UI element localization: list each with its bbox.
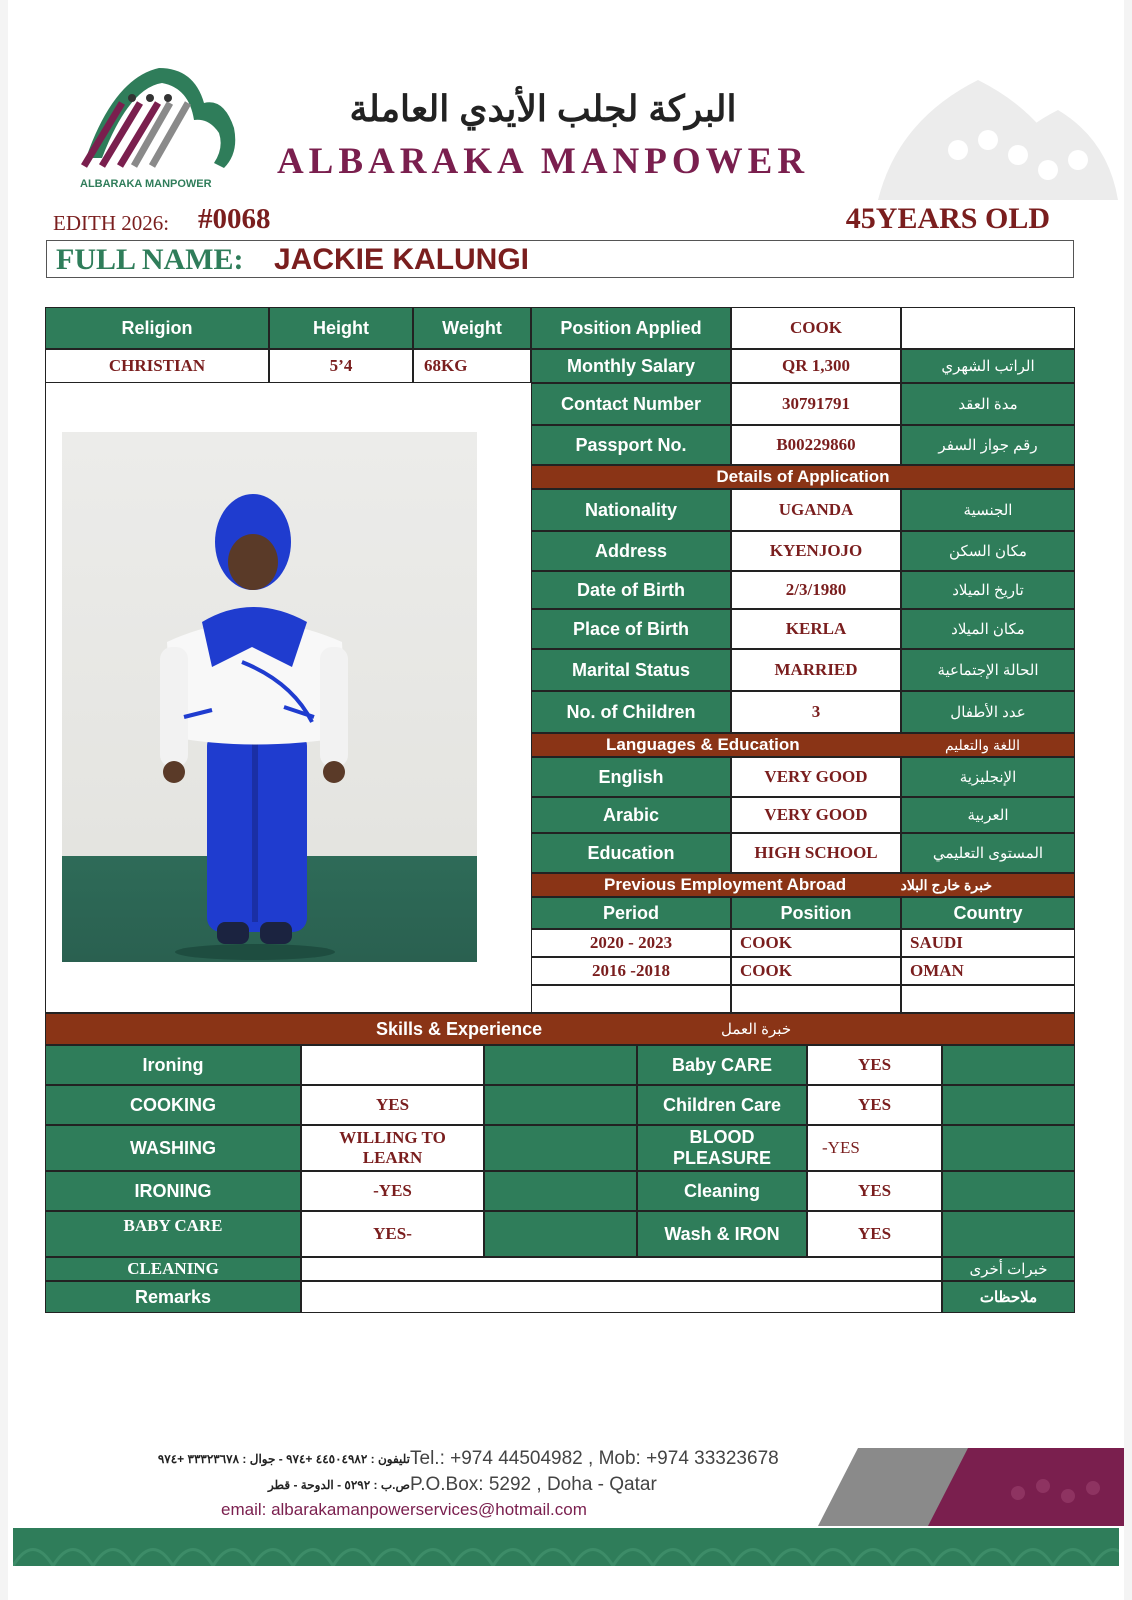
application-sheet xyxy=(8,0,1124,1600)
skills-title-band xyxy=(45,1013,1075,1045)
skill-left-label-3: WASHING xyxy=(45,1125,301,1171)
details-title: Details of Application xyxy=(531,465,1075,489)
person-figure-icon xyxy=(62,432,477,962)
skill-right-label-5: Wash & IRON xyxy=(637,1211,807,1257)
passport-label: Passport No. xyxy=(531,425,731,465)
religion-header: Religion xyxy=(45,307,269,349)
skill-end-2 xyxy=(942,1085,1075,1125)
children-ar: عدد الأطفال xyxy=(901,691,1075,733)
full-name: JACKIE KALUNGI xyxy=(274,243,530,276)
height-value: 5’4 xyxy=(269,349,413,383)
passport-ar: رقم جواز السفر xyxy=(901,425,1075,465)
skill-spacer-5 xyxy=(484,1211,637,1257)
education-value: HIGH SCHOOL xyxy=(731,833,901,873)
footer-email: email: albarakamanpowerservices@hotmail.com xyxy=(221,1500,587,1519)
applicant-photo xyxy=(62,432,477,962)
country-header: Country xyxy=(901,897,1075,929)
height-header: Height xyxy=(269,307,413,349)
dob-value: 2/3/1980 xyxy=(731,571,901,609)
position-applied-value: COOK xyxy=(731,307,901,349)
skill-left-label-4: IRONING xyxy=(45,1171,301,1211)
nationality-value: UGANDA xyxy=(731,489,901,531)
skill-right-value-2: YES xyxy=(807,1085,942,1125)
period-header: Period xyxy=(531,897,731,929)
pattern-decoration xyxy=(838,60,1118,200)
employment-country-3 xyxy=(901,985,1075,1013)
nationality-ar: الجنسية xyxy=(901,489,1075,531)
contact-number-ar: مدة العقد xyxy=(901,383,1075,425)
english-label: English xyxy=(531,757,731,797)
employment-period-2: 2016 -2018 xyxy=(531,957,731,985)
weight-header: Weight xyxy=(413,307,531,349)
skill-spacer-2 xyxy=(484,1085,637,1125)
monthly-salary-label: Monthly Salary xyxy=(531,349,731,383)
marital-value: MARRIED xyxy=(731,649,901,691)
footer-tel: Tel.: +974 44504982 , Mob: +974 33323678 xyxy=(410,1448,779,1469)
arabic-value: VERY GOOD xyxy=(731,797,901,833)
children-label: No. of Children xyxy=(531,691,731,733)
footer-decoration xyxy=(818,1448,1124,1526)
passport-value: B00229860 xyxy=(731,425,901,465)
skill-left-label-2: COOKING xyxy=(45,1085,301,1125)
skill-right-value-4: YES xyxy=(807,1171,942,1211)
languages-title-band xyxy=(531,733,1075,757)
languages-title: Languages & Education xyxy=(606,735,800,754)
skill-right-value-5: YES xyxy=(807,1211,942,1257)
employment-position-1: COOK xyxy=(731,929,901,957)
skill-right-value-1: YES xyxy=(807,1045,942,1085)
remarks-ar: ملاحظات xyxy=(942,1281,1075,1313)
employment-title-ar: خبرة خارج البلاد xyxy=(900,876,992,893)
address-value: KYENJOJO xyxy=(731,531,901,571)
arabic-ar: العربية xyxy=(901,797,1075,833)
footer-po: P.O.Box: 5292 , Doha - Qatar xyxy=(410,1474,657,1495)
skill-spacer-4 xyxy=(484,1171,637,1211)
albaraka-logo-icon xyxy=(74,58,244,183)
pob-value: KERLA xyxy=(731,609,901,649)
skill-left-value-4: -YES xyxy=(301,1171,484,1211)
footer-po-ar: ص.ب : ٥٢٩٢ - الدوحة - قطر xyxy=(267,1478,410,1492)
skill-end-5 xyxy=(942,1211,1075,1257)
skill-spacer-3 xyxy=(484,1125,637,1171)
contact-number-value: 30791791 xyxy=(731,383,901,425)
employment-country-2: OMAN xyxy=(901,957,1075,985)
skill-left-value-5: YES- xyxy=(301,1211,484,1257)
english-ar: الإنجليزية xyxy=(901,757,1075,797)
id-number: #0068 xyxy=(198,203,271,235)
address-ar: مكان السكن xyxy=(901,531,1075,571)
employment-title-band xyxy=(531,873,1075,897)
employment-period-3 xyxy=(531,985,731,1013)
skill-right-label-4: Cleaning xyxy=(637,1171,807,1211)
company-name: ALBARAKA MANPOWER xyxy=(276,141,810,182)
other-label: CLEANING xyxy=(45,1257,301,1281)
weight-value: 68KG xyxy=(413,349,531,383)
employment-country-1: SAUDI xyxy=(901,929,1075,957)
skill-left-value-3: WILLING TO LEARN xyxy=(301,1125,484,1171)
skill-right-label-2: Children Care xyxy=(637,1085,807,1125)
footer-pattern-decoration xyxy=(13,1528,1119,1566)
dob-ar: تاريخ الميلاد xyxy=(901,571,1075,609)
remarks-label: Remarks xyxy=(45,1281,301,1313)
pob-ar: مكان الميلاد xyxy=(901,609,1075,649)
position-header: Position xyxy=(731,897,901,929)
dob-label: Date of Birth xyxy=(531,571,731,609)
skills-title-ar: خبرة العمل xyxy=(721,1021,792,1038)
employment-period-1: 2020 - 2023 xyxy=(531,929,731,957)
other-ar: خبرات أخرى xyxy=(942,1257,1075,1281)
employment-position-2: COOK xyxy=(731,957,901,985)
employment-position-3 xyxy=(731,985,901,1013)
position-applied-ar xyxy=(901,307,1075,349)
address-label: Address xyxy=(531,531,731,571)
skill-right-label-3: BLOOD PLEASURE xyxy=(637,1125,807,1171)
marital-label: Marital Status xyxy=(531,649,731,691)
full-name-box xyxy=(46,240,1074,278)
other-value xyxy=(301,1257,942,1281)
skill-left-label-5: BABY CARE xyxy=(45,1211,301,1257)
edition-label: EDITH 2026: xyxy=(53,211,170,235)
full-name-label: FULL NAME: xyxy=(56,243,244,276)
skill-right-value-3: -YES xyxy=(807,1125,942,1171)
monthly-salary-value: QR 1,300 xyxy=(731,349,901,383)
education-label: Education xyxy=(531,833,731,873)
skill-left-label-1: Ironing xyxy=(45,1045,301,1085)
skill-spacer-1 xyxy=(484,1045,637,1085)
skill-end-1 xyxy=(942,1045,1075,1085)
skill-left-value-2: YES xyxy=(301,1085,484,1125)
age: 45YEARS OLD xyxy=(845,202,1050,235)
skill-end-3 xyxy=(942,1125,1075,1171)
nationality-label: Nationality xyxy=(531,489,731,531)
contact-number-label: Contact Number xyxy=(531,383,731,425)
english-value: VERY GOOD xyxy=(731,757,901,797)
arabic-label: Arabic xyxy=(531,797,731,833)
skill-right-label-1: Baby CARE xyxy=(637,1045,807,1085)
remarks-value xyxy=(301,1281,942,1313)
arabic-company-name: البركة لجلب الأيدي العاملة xyxy=(349,88,737,129)
skill-end-4 xyxy=(942,1171,1075,1211)
footer-green-band xyxy=(13,1528,1119,1566)
skill-left-value-1 xyxy=(301,1045,484,1085)
employment-title: Previous Employment Abroad xyxy=(604,875,847,894)
education-ar: المستوى التعليمي xyxy=(901,833,1075,873)
languages-title-ar: اللغة والتعليم xyxy=(944,736,1020,753)
monthly-salary-ar: الراتب الشهري xyxy=(901,349,1075,383)
footer-tel-ar: تليفون : ٤٤٥٠٤٩٨٢ +٩٧٤ - جوال : ٣٣٣٢٣٦٧٨ +٩٧٤ xyxy=(157,1452,410,1466)
position-applied-label: Position Applied xyxy=(531,307,731,349)
religion-value: CHRISTIAN xyxy=(45,349,269,383)
pob-label: Place of Birth xyxy=(531,609,731,649)
skills-title: Skills & Experience xyxy=(376,1018,543,1039)
marital-ar: الحالة الإجتماعية xyxy=(901,649,1075,691)
logo-caption: ALBARAKA MANPOWER xyxy=(80,178,212,190)
children-value: 3 xyxy=(731,691,901,733)
